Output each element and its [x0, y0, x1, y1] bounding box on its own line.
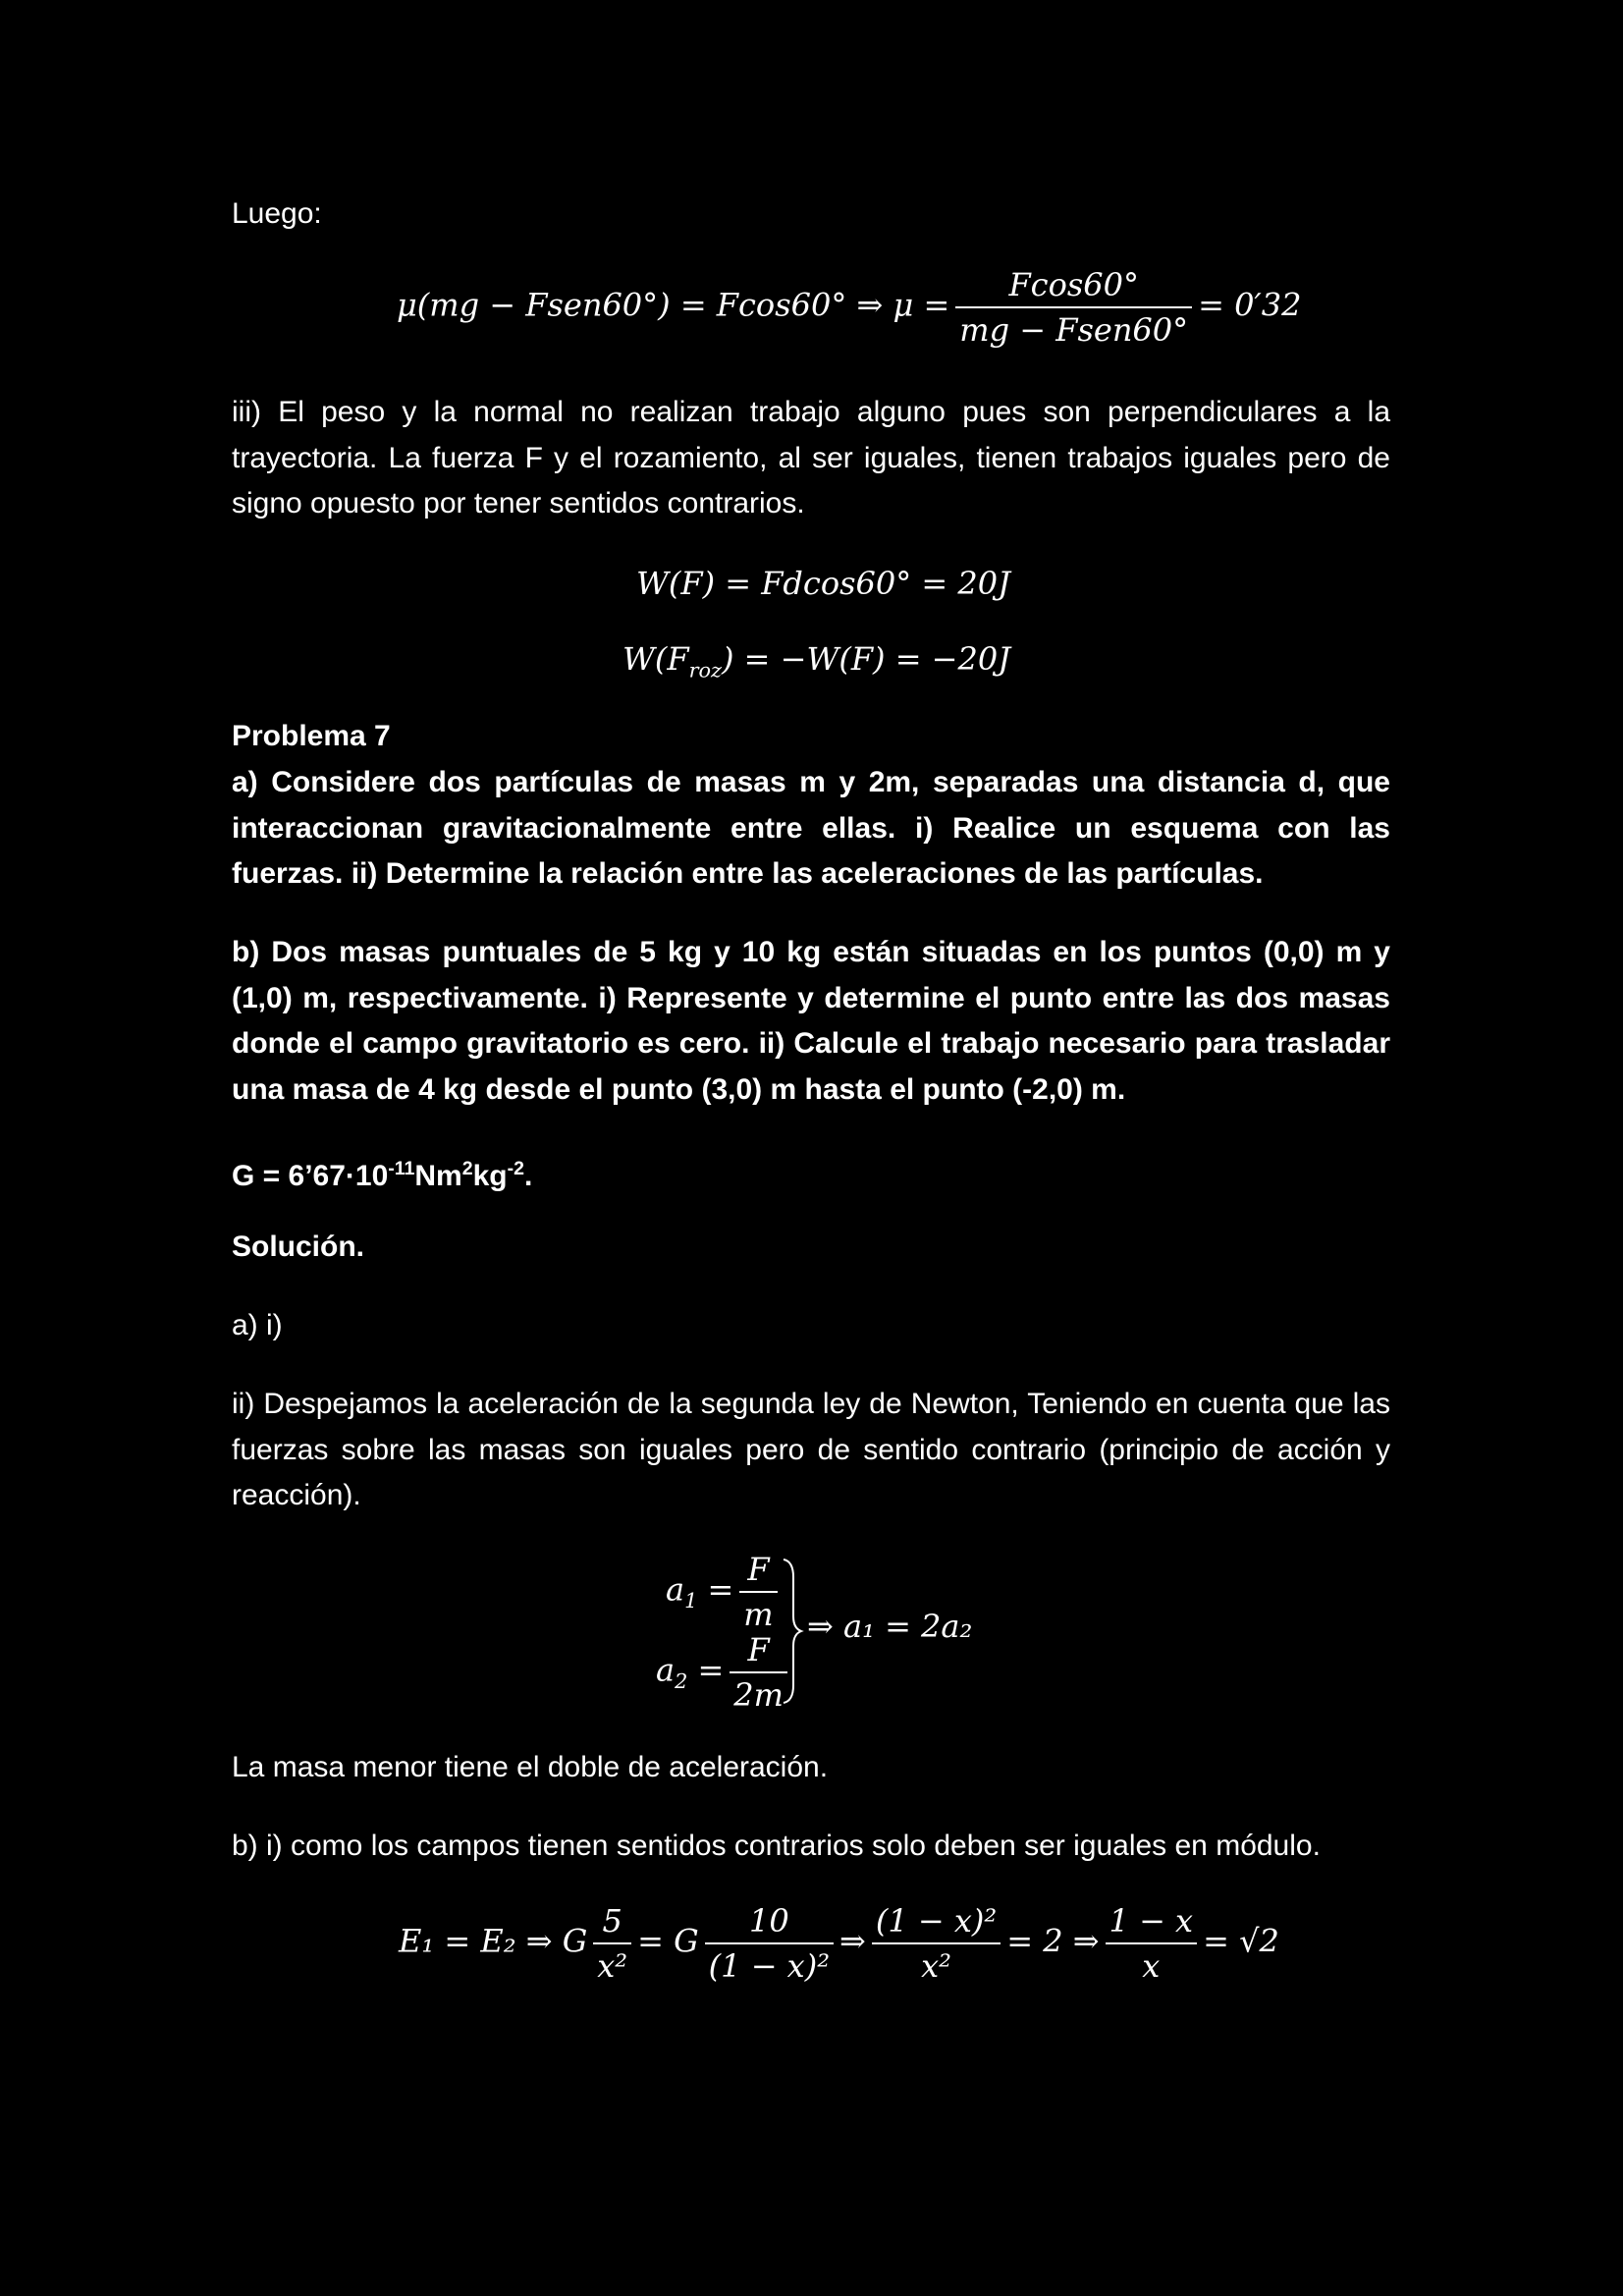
paragraph-ii: ii) Despejamos la aceleración de la segunda ley de Newton, Teniendo en cuenta que las fuerzas sobre las masas son iguales pero de sentido contrario (principio de acción y reacción).: [232, 1388, 1390, 1511]
equation-a1: $a_1$ = $\frac{F}{m}$: [666, 1554, 784, 1630]
problem-part-a: a) Considere dos partículas de masas m y 2m, separadas una distancia d, que interaccionan gravitacionalmente entre ellas. i) Realice un esquema con las fuerzas. ii) Determine la relación entre las aceleraciones de las partículas.: [232, 766, 1390, 890]
equation-work-roz: $W(F_{roz}) = -W(F) = -20J$: [622, 640, 1011, 683]
problem-part-b: b) Dos masas puntuales de 5 kg y 10 kg están situadas en los puntos (0,0) m y (1,0) m, respectivamente. i) Represente y determine el punto entre las dos masas donde el campo gravitatorio es cero. ii) Calcule el trabajo necesario para trasladar una masa de 4 kg desde el punto (3,0) m hasta el punto (-2,0) m.: [232, 936, 1390, 1106]
equation-fields: E₁ = E₂ ⇒ G $\frac{5}{\text{x²}}$ = G $\frac{10}{\text{(1 − x)²}}$ ⇒ $\frac{\text{(1 − x)²}}{\text{x²}}$ = 2 ⇒ $\frac{1 - x}{x}$ = √2: [399, 1902, 1279, 1985]
smaller-mass-note: La masa menor tiene el doble de aceleración.: [232, 1751, 829, 1783]
acceleration-system: [656, 1551, 990, 1714]
problem-title: Problema 7: [232, 720, 391, 752]
gravitational-constant: $G = 6’67\cdot 10^{-11}Nm^2kg^{-2}$.: [232, 1158, 533, 1192]
acceleration-result: ⇒ a₁ = 2a₂: [807, 1608, 973, 1645]
equation-mu: μ(mg − Fsen60°) = Fcos60° ⇒ μ = $\frac{Fcos60^\circ}{\text{mg − Fsen60°}}$ = 0′32: [397, 266, 1302, 349]
luego-label: Luego:: [232, 197, 322, 230]
paragraph-iii: iii) El peso y la normal no realizan trabajo alguno pues son perpendiculares a la trayectoria. La fuerza F y el rozamiento, al ser iguales, tienen trabajos iguales pero de signo opuesto por tener sentidos contrarios.: [232, 396, 1390, 519]
solution-b-i: b) i) como los campos tienen sentidos contrarios solo deben ser iguales en módulo.: [232, 1830, 1321, 1862]
equation-work-f: W(F) = Fdcos60° = 20J: [636, 565, 1010, 602]
right-brace-icon: [780, 1558, 805, 1705]
solution-heading: Solución.: [232, 1230, 364, 1263]
solution-a-i: a) i): [232, 1309, 283, 1341]
equation-a2: $a_2$ = $\frac{F}{2m}$: [656, 1634, 793, 1711]
